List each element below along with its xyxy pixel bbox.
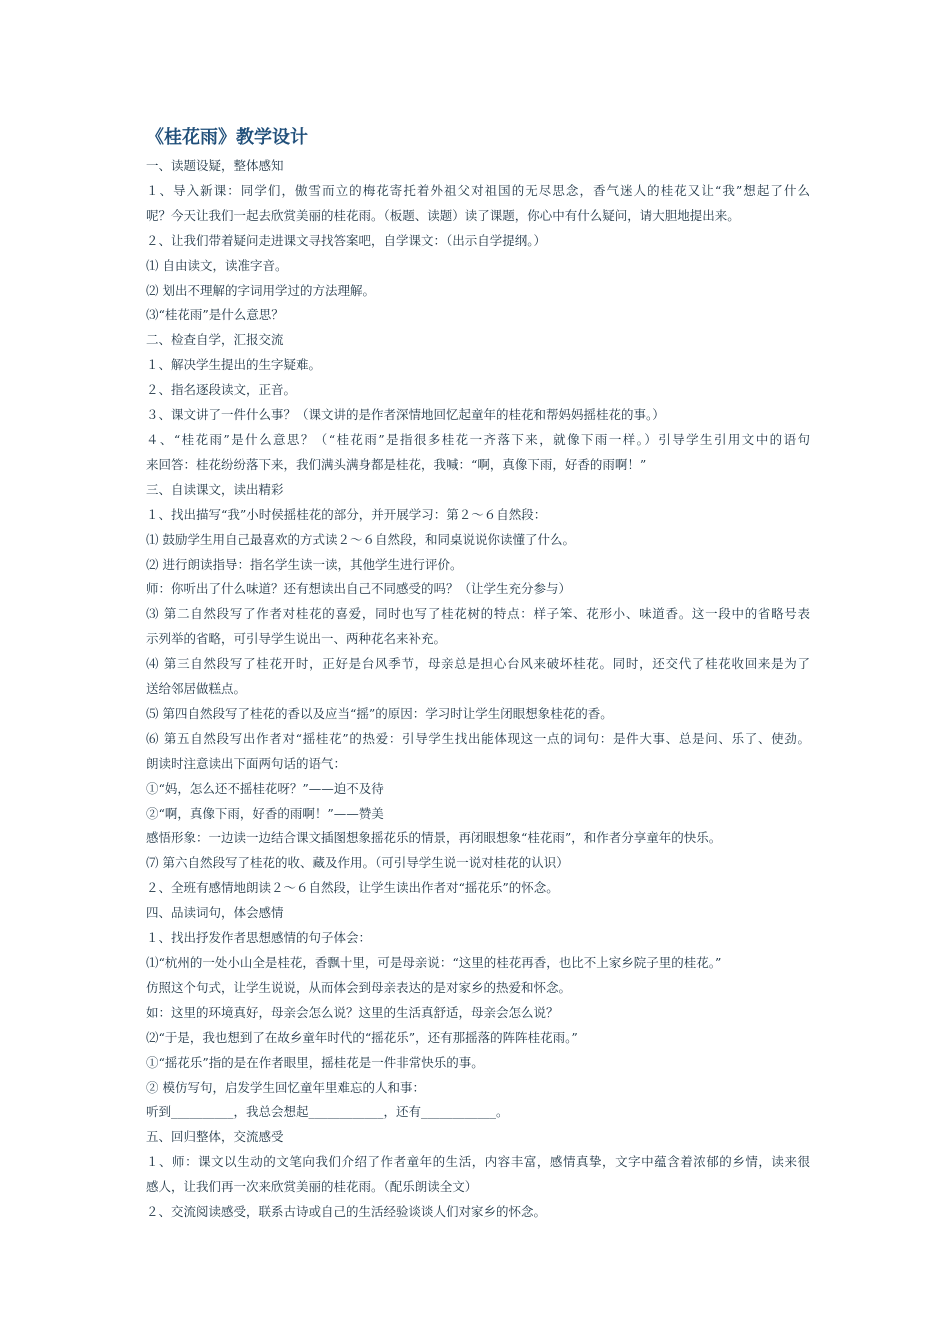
text-line: 仿照这个句式，让学生说说，从而体会到母亲表达的是对家乡的热爱和怀念。 [146,979,572,995]
text-line: 五、回归整体，交流感受 [146,1129,284,1145]
text-line: 呢？今天让我们一起去欣赏美丽的桂花雨。（板题、读题）读了课题，你心中有什么疑问，请大胆地提出来。 [146,207,740,223]
text-line: １、找出抒发作者思想感情的句子体会： [146,930,372,946]
text-line: ⑴“杭州的一处小山全是桂花，香飘十里，可是母亲说：“这里的桂花再香，也比不上家乡院子里的桂花。” [146,955,722,970]
text-line: ２、交流阅读感受，联系古诗或自己的生活经验谈谈人们对家乡的怀念。 [146,1204,547,1220]
text-line: ２、让我们带着疑问走进课文寻找答案吧，自学课文：（出示自学提纲。） [146,232,547,248]
text-line: １、导入新课：同学们，傲雪而立的梅花寄托着外祖父对祖国的无尽思念，香气迷人的桂花又让“我”想起了什么 [146,182,810,198]
document-title: 《桂花雨》教学设计 [146,127,308,148]
text-line: 听到__________，我总会想起____________，还有____________。 [146,1104,509,1120]
text-line: １、找出描写“我”小时侯摇桂花的部分，并开展学习：第２～６自然段： [146,506,547,522]
text-line: 感人，让我们再一次来欣赏美丽的桂花雨。（配乐朗读全文） [146,1179,478,1195]
text-line: ①“妈，怎么还不摇桂花呀？”——迫不及待 [146,780,384,796]
text-line: ⑶ 第二自然段写了作者对桂花的喜爱，同时也写了桂花树的特点：样子笨、花形小、味道香。这一段中的省略号表 [146,606,810,622]
text-line: ⑸ 第四自然段写了桂花的香以及应当“摇”的原因：学习时让学生闭眼想象桂花的香。 [146,705,613,721]
text-line: 送给邻居做糕点。 [146,681,247,697]
text-line: 朗读时注意读出下面两句话的语气： [146,755,347,771]
document-body [146,126,810,1225]
text-line: ２、指名逐段读文，正音。 [146,382,297,398]
text-line: ⑴ 自由读文，读准字音。 [146,257,288,273]
text-line: ⑺ 第六自然段写了桂花的收、藏及作用。（可引导学生说一说对桂花的认识） [146,855,569,871]
document-lines [146,154,810,1225]
text-line: 一、读题设疑，整体感知 [146,158,284,173]
text-line: 三、自读课文，读出精彩 [146,481,284,497]
text-line: １、师：课文以生动的文笔向我们介绍了作者童年的生活，内容丰富，感情真挚，文字中蕴含着浓郁的乡情，读来很 [146,1154,810,1170]
text-line: ⑴ 鼓励学生用自己最喜欢的方式读２～６自然段，和同桌说说你读懂了什么。 [146,531,575,547]
text-line: ⑷ 第三自然段写了桂花开时，正好是台风季节，母亲总是担心台风来破坏桂花。同时，还交代了桂花收回来是为了 [146,656,810,672]
text-line: 师：你听出了什么味道？还有想读出自己不同感受的吗？（让学生充分参与） [146,581,572,597]
text-line: 示列举的省略，可引导学生说出一、两种花名来补充。 [146,631,447,647]
text-line: 来回答：桂花纷纷落下来，我们满头满身都是桂花，我喊：“啊，真像下雨，好香的雨啊！” [146,456,647,472]
text-line: 感悟形象：一边读一边结合课文插图想象摇花乐的情景，再闭眼想象“桂花雨”，和作者分享童年的快乐。 [146,830,722,846]
text-line: ⑵ 划出不理解的字词用学过的方法理解。 [146,282,375,298]
text-line: ② 模仿写句，启发学生回忆童年里难忘的人和事： [146,1079,425,1095]
text-line: ⑹ 第五自然段写出作者对“摇桂花”的热爱：引导学生找出能体现这一点的词句：是件大事、总是问、乐了、使劲。 [146,730,810,746]
text-line: ⑵ 进行朗读指导：指名学生读一读，其他学生进行评价。 [146,556,463,572]
text-line: ①“摇花乐”指的是在作者眼里，摇桂花是一件非常快乐的事。 [146,1054,484,1070]
text-line: ４、“桂花雨”是什么意思？（“桂花雨”是指很多桂花一齐落下来，就像下雨一样。）引导学生引用文中的语句 [146,431,810,447]
text-line: ２、全班有感情地朗读２～６自然段，让学生读出作者对“摇花乐”的怀念。 [146,880,559,896]
text-line: 二、检查自学，汇报交流 [146,332,284,348]
text-line: １、解决学生提出的生字疑难。 [146,357,322,373]
text-line: 四、品读词句，体会感情 [146,905,284,921]
text-line: ②“啊，真像下雨，好香的雨啊！”——赞美 [146,805,384,821]
text-line: ３、课文讲了一件什么事？（课文讲的是作者深情地回忆起童年的桂花和帮妈妈摇桂花的事。） [146,407,665,423]
text-line: ⑶“桂花雨”是什么意思？ [146,307,284,323]
text-line: 如：这里的环境真好，母亲会怎么说？这里的生活真舒适，母亲会怎么说？ [146,1004,559,1020]
text-line: ⑵“于是，我也想到了在故乡童年时代的“摇花乐”，还有那摇落的阵阵桂花雨。” [146,1029,578,1045]
